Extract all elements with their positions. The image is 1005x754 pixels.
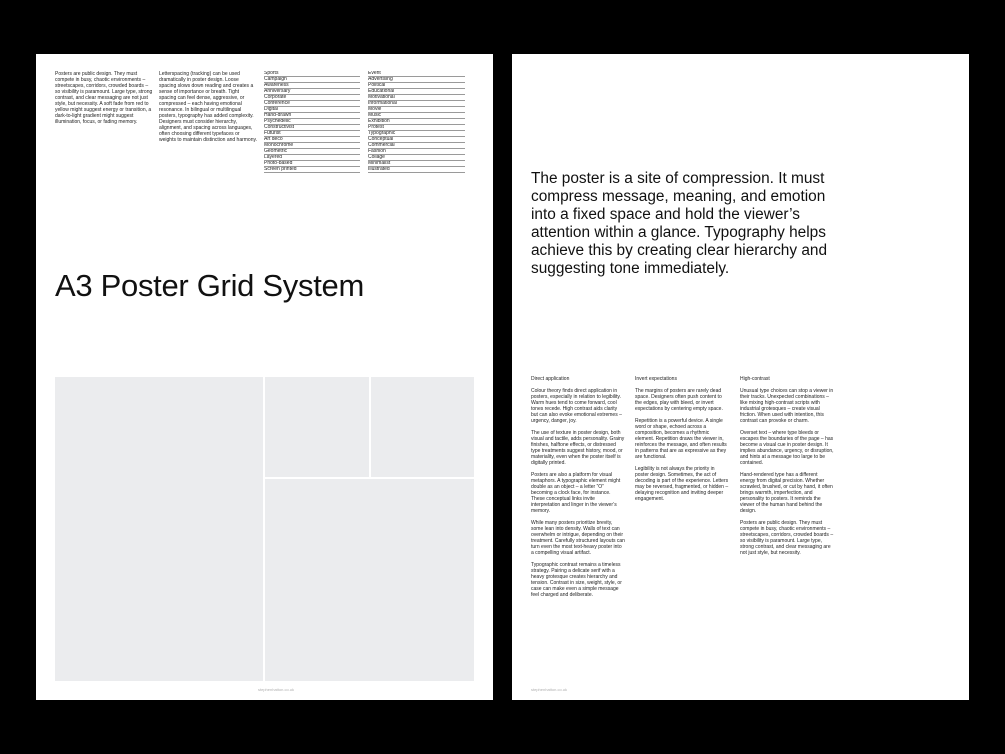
category-list-two xyxy=(368,71,465,173)
list-item: Monochrome xyxy=(264,143,360,149)
list-item: Digital xyxy=(264,107,360,113)
column-heading: High-contrast xyxy=(740,376,770,382)
column-paragraph: Colour theory finds direct application in posters, especially in relation to legibility. Warm hues tend to come forward, cool tones recede. High contrast aids clarity but can also evoke emotional extremes – urgency, danger, joy. xyxy=(531,388,622,424)
list-item: Awareness xyxy=(264,83,360,89)
column-paragraph: Overset text – where type bleeds or escapes the boundaries of the page – has become a visual cue in poster design. It implies abundance, urgency, or disruption, and hints at a message too large to be contained. xyxy=(740,430,834,466)
column-paragraph: The use of texture in poster design, both visual and tactile, adds personality. Grainy finishes, halftone effects, or distressed type treatments suggest history, mood, or materiality, even when the poster itself is digitally printed. xyxy=(531,430,625,466)
list-item: Informational xyxy=(368,101,465,107)
list-item: Sports xyxy=(264,71,360,77)
list-item: Event xyxy=(368,71,465,77)
column-paragraph: Typographic contrast remains a timeless strategy. Pairing a delicate serif with a heavy grotesque creates hierarchy and tension. Contrast in size, weight, style, or case can make even a simple message feel charged and deliberate. xyxy=(531,562,622,598)
list-item: Exhibition xyxy=(368,119,465,125)
list-item: Educational xyxy=(368,89,465,95)
lead-statement: The poster is a site of compression. It must compress message, meaning, and emotion into a fixed space and hold the viewer’s attention within a glance. Typography helps achieve this by creating clear hierarchy and suggesting tone immediately. xyxy=(531,170,827,277)
column-heading: Direct application xyxy=(531,376,570,382)
poster-left xyxy=(36,54,493,700)
list-item: Conference xyxy=(264,101,360,107)
grid-block-small-left xyxy=(265,377,369,477)
list-item: Art deco xyxy=(264,137,360,143)
grid-block-small-right xyxy=(371,377,474,477)
list-item: Screen printed xyxy=(264,167,360,173)
list-item: Typographic xyxy=(368,131,465,137)
letterspacing-paragraph: Letterspacing (tracking) can be used dramatically in poster design. Loose spacing slows down reading and creates a sense of importance or breath. Tight spacing can feel dense, aggressive, or compressed – each having emotional resonance. In bilingual or multilingual posters, typography has added complexity. Designers must consider hierarchy, alignment, and spacing across languages, often choosing different typefaces or weights to maintain distinction and harmony. xyxy=(159,71,258,143)
list-item: Music xyxy=(368,113,465,119)
footer-url: stephenhatton.co.uk xyxy=(531,687,568,692)
list-item: Hand-drawn xyxy=(264,113,360,119)
list-item: Photo-based xyxy=(264,161,360,167)
list-item: Conceptual xyxy=(368,137,465,143)
list-item: Corporate xyxy=(264,95,360,101)
column-paragraph: While many posters prioritize brevity, some lean into density. Walls of text can overwhelm or intrigue, depending on their treatment. Carefully structured layouts can turn even the most text-heavy poster into a compelling visual artifact. xyxy=(531,520,625,556)
grid-block-large xyxy=(55,377,263,681)
list-item: Layered xyxy=(264,155,360,161)
list-item: Political xyxy=(368,83,465,89)
list-item: Anniversary xyxy=(264,89,360,95)
list-item: Campaign xyxy=(264,77,360,83)
column-paragraph: Unusual type choices can stop a viewer in their tracks. Unexpected combinations – like mixing high-contrast scripts with industrial grotesques – create visual friction. When used with intention, this contrast can provoke or charm. xyxy=(740,388,834,424)
list-item: Collage xyxy=(368,155,465,161)
column-paragraph: Repetition is a powerful device. A single word or shape, echoed across a composition, becomes a rhythmic element. Repetition draws the viewer in, reinforces the message, and often results in patterns that are as expressive as they are functional. xyxy=(635,418,727,460)
footer-url: stephenhatton.co.uk xyxy=(258,687,295,692)
list-item: Fashion xyxy=(368,149,465,155)
column-paragraph: Hand-rendered type has a different energy from digital precision. Whether scrawled, brushed, or cut by hand, it often brings warmth, imperfection, and personality to posters. It reminds the viewer of the human hand behind the design. xyxy=(740,472,833,514)
poster-right xyxy=(512,54,969,700)
text-column-3 xyxy=(740,376,834,562)
column-paragraph: Posters are also a platform for visual metaphors. A typographic element might double as an object – a letter “O” becoming a clock face, for instance. These conceptual links invite interpretation and linger in the viewer’s memory. xyxy=(531,472,621,514)
list-item: Advertising xyxy=(368,77,465,83)
list-item: Geometric xyxy=(264,149,360,155)
text-column-2 xyxy=(635,376,729,508)
list-item: Movie xyxy=(368,107,465,113)
list-item: Futurist xyxy=(264,131,360,137)
column-paragraph: Legibility is not always the priority in poster design. Sometimes, the act of decoding is part of the experience. Letters may be reversed, fragmented, or hidden – delaying recognition and inviting deeper engagement. xyxy=(635,466,729,502)
list-item: Commercial xyxy=(368,143,465,149)
list-item: Motivational xyxy=(368,95,465,101)
list-item: Illustrated xyxy=(368,167,465,173)
column-paragraph: Posters are public design. They must compete in busy, chaotic environments – streetscapes, corridors, crowded boards – so visibility is paramount. Large type, strong contrast, and clear messaging are not just style, but necessity. xyxy=(740,520,834,556)
page-title: A3 Poster Grid System xyxy=(55,268,364,303)
list-item: Constructivist xyxy=(264,125,360,131)
category-list-one xyxy=(264,71,360,173)
column-paragraph: The margins of posters are rarely dead space. Designers often push content to the edges, play with bleed, or invert expectations by centering empty space. xyxy=(635,388,723,412)
list-item: Psychedelic xyxy=(264,119,360,125)
column-heading: Invert expectations xyxy=(635,376,677,382)
list-item: Protest xyxy=(368,125,465,131)
intro-paragraph: Posters are public design. They must compete in busy, chaotic environments – streetscapes, corridors, crowded boards – so visibility is paramount. Large type, strong contrast, and clear messaging are not just style, but necessity. A soft fade from red to yellow might suggest energy or transition, a dark-to-light gradient might suggest illumination, focus, or fading memory. xyxy=(55,71,153,125)
grid-block-medium xyxy=(265,479,474,681)
list-item: Minimalist xyxy=(368,161,465,167)
text-column-1 xyxy=(531,376,625,604)
